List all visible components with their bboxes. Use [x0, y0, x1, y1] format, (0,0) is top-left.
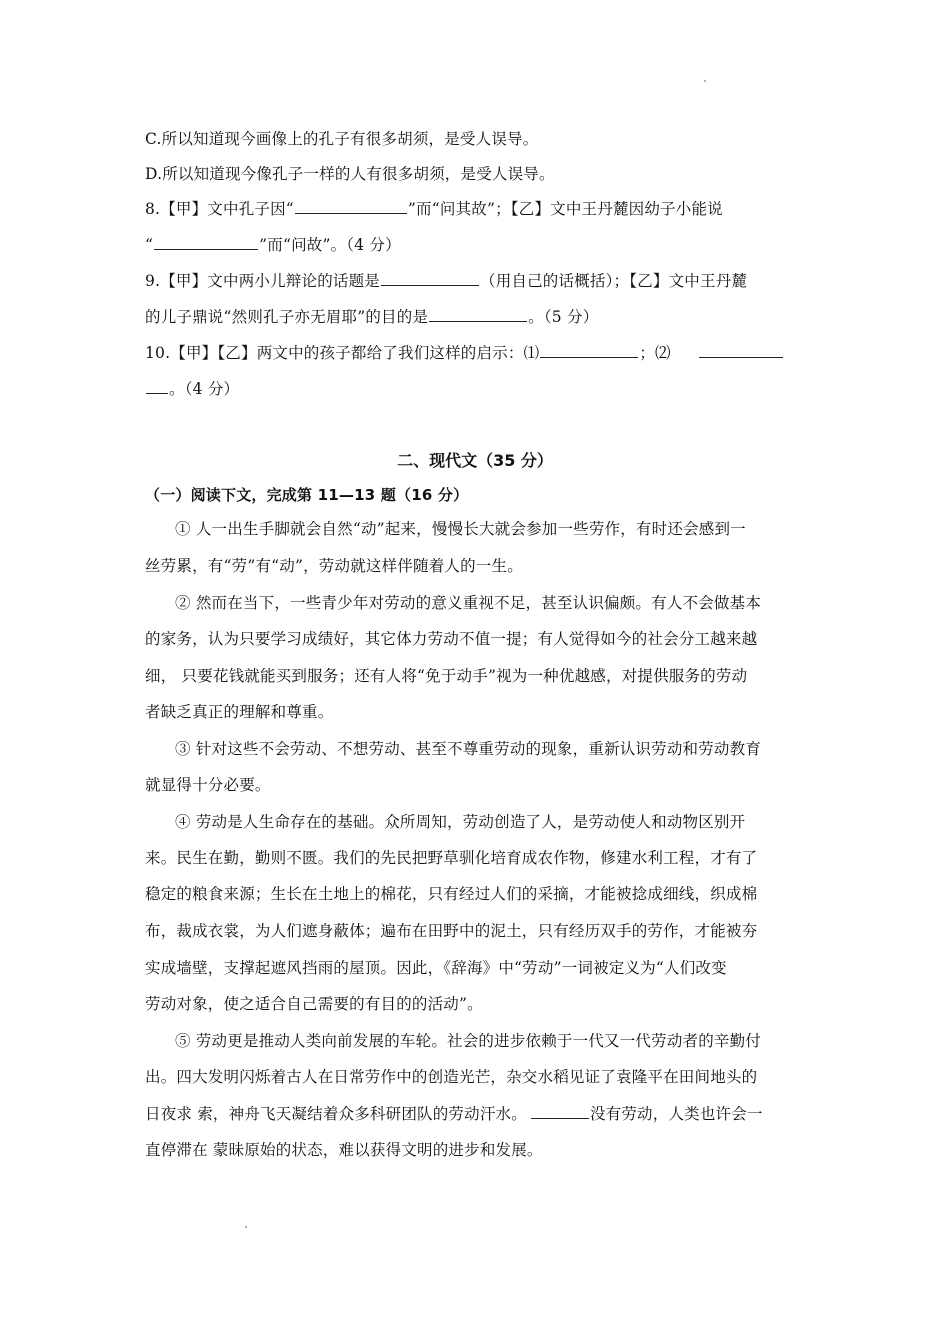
answer-blank[interactable]: [154, 235, 258, 250]
paragraph-2-line-3: 细， 只要花钱就能买到服务；还有人将“免于动手”视为一种优越感，对提供服务的劳动: [145, 667, 748, 685]
option-c: C.所以知道现今画像上的孔子有很多胡须，是受人误导。: [145, 130, 539, 148]
answer-blank[interactable]: [531, 1104, 589, 1119]
paragraph-3-line-2: 就显得十分必要。: [145, 776, 271, 794]
question-10-line-1: 10.【甲】【乙】两文中的孩子都给了我们这样的启示：⑴ ；⑵: [145, 343, 784, 363]
paragraph-5-line-3: 日夜求 索，神舟飞天凝结着众多科研团队的劳动汗水。 没有劳动，人类也许会一: [145, 1105, 763, 1123]
paragraph-5-line-1: ⑤ 劳动更是推动人类向前发展的车轮。社会的进步依赖于一代又一代劳动者的辛勤付: [175, 1032, 762, 1050]
answer-blank[interactable]: [295, 199, 407, 214]
section-subtitle: （一）阅读下文，完成第 11—13 题（16 分）: [145, 486, 469, 504]
paragraph-4-line-5: 实成墙壁，支撑起遮风挡雨的屋顶。因此，《辞海》中“劳动”一词被定义为“人们改变: [145, 959, 727, 977]
paragraph-4-line-4: 布，裁成衣裳，为人们遮身蔽体；遍布在田野中的泥土，只有经历双手的劳作，才能被夯: [145, 922, 758, 940]
paragraph-5-line-2: 出。四大发明闪烁着古人在日常劳作中的创造光芒，杂交水稻见证了袁隆平在田间地头的: [145, 1068, 758, 1086]
paragraph-2-line-1: ② 然而在当下，一些青少年对劳动的意义重视不足，甚至认识偏颇。有人不会做基本: [175, 594, 762, 612]
answer-blank[interactable]: [540, 343, 638, 358]
question-8-line-1: 8.【甲】文中孔子因“ ”而“问其故”；【乙】文中王丹麓因幼子小能说: [145, 200, 723, 218]
paragraph-4-line-2: 来。民生在勤，勤则不匮。我们的先民把野草驯化培育成农作物，修建水利工程，才有了: [145, 849, 758, 867]
paragraph-2-line-4: 者缺乏真正的理解和尊重。: [145, 703, 334, 721]
answer-blank[interactable]: [699, 343, 783, 358]
option-d: D.所以知道现今像孔子一样的人有很多胡须，是受人误导。: [145, 165, 555, 183]
question-9-line-2: 的儿子鼎说“然则孔子亦无眉耶”的目的是 。（5 分）: [145, 308, 599, 326]
paragraph-4-line-1: ④ 劳动是人生命存在的基础。众所周知，劳动创造了人，是劳动使人和动物区别开: [175, 813, 746, 831]
answer-blank[interactable]: [381, 271, 479, 286]
scan-speck: [704, 80, 706, 82]
question-10-line-2: 。（4 分）: [145, 379, 239, 399]
question-9-line-1: 9.【甲】文中两小儿辩论的话题是 （用自己的话概括）；【乙】文中王丹麓: [145, 272, 748, 290]
paragraph-5-line-4: 直停滞在 蒙昧原始的状态，难以获得文明的进步和发展。: [145, 1141, 543, 1159]
paragraph-4-line-3: 稳定的粮食来源；生长在土地上的棉花，只有经过人们的采摘，才能被捻成细线，织成棉: [145, 885, 758, 903]
scan-speck: [245, 1226, 247, 1228]
paragraph-1-line-2: 丝劳累，有“劳”有“动”，劳动就这样伴随着人的一生。: [145, 557, 523, 575]
paragraph-4-line-6: 劳动对象，使之适合自己需要的有目的的活动”。: [145, 995, 483, 1013]
paragraph-3-line-1: ③ 针对这些不会劳动、不想劳动、甚至不尊重劳动的现象，重新认识劳动和劳动教育: [175, 740, 762, 758]
answer-blank[interactable]: [429, 307, 527, 322]
paragraph-1-line-1: ① 人一出生手脚就会自然“动”起来，慢慢长大就会参加一些劳作，有时还会感到一: [175, 520, 746, 538]
question-8-line-2: “ ”而“问故”。（4 分）: [145, 236, 401, 254]
section-title: 二、现代文（35 分）: [397, 451, 553, 470]
answer-blank[interactable]: [146, 379, 168, 394]
paragraph-2-line-2: 的家务，认为只要学习成绩好，其它体力劳动不值一提；有人觉得如今的社会分工越来越: [145, 630, 758, 648]
